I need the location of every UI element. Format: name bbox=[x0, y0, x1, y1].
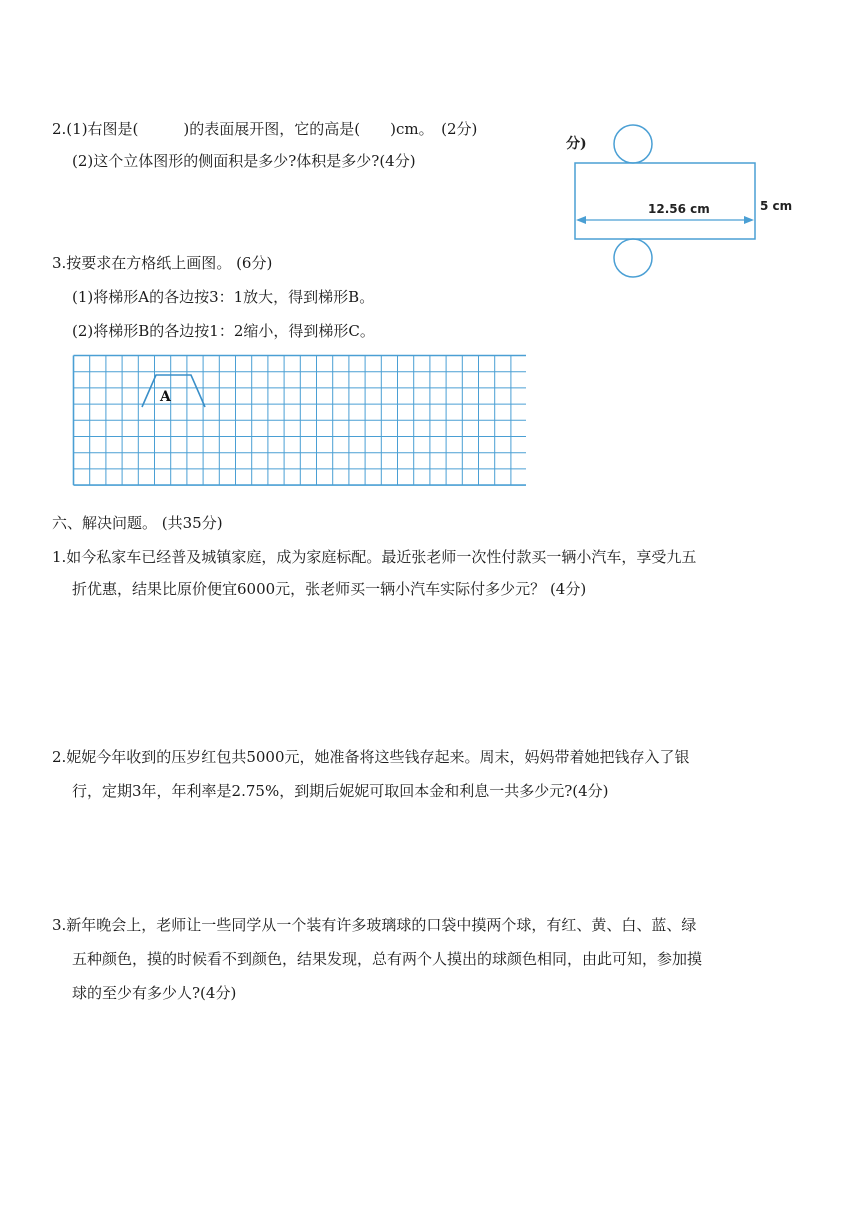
cylinder-net-figure bbox=[560, 118, 800, 288]
top-circle bbox=[614, 125, 652, 163]
trapezoid-a bbox=[142, 375, 205, 407]
bottom-circle bbox=[614, 239, 652, 277]
p2-line1: 2.妮妮今年收到的压岁红包共5000元，她准备将这些钱存起来。周末，妈妈带着她把钱存入了银 bbox=[52, 748, 690, 766]
width-arrow-right-head bbox=[744, 216, 754, 224]
p3-line2: 五种颜色，摸的时候看不到颜色，结果发现，总有两个人摸出的球颜色相同，由此可知，参加摸 bbox=[72, 950, 703, 968]
grid-lines bbox=[74, 356, 527, 486]
section6-title: 六、解决问题。 (共35分) bbox=[52, 514, 223, 532]
q2-line1: 2.(1)右图是( )的表面展开图，它的高是( )cm。 (2分) bbox=[52, 120, 478, 138]
figure-fragment-label: 分) bbox=[566, 136, 587, 152]
p3-line1: 3.新年晚会上，老师让一些同学从一个装有许多玻璃球的口袋中摸两个球，有红、黄、白、蓝、绿 bbox=[52, 916, 697, 934]
trapezoid-a-label: A bbox=[160, 389, 171, 405]
q3-line2: (1)将梯形A的各边按3：1放大，得到梯形B。 bbox=[72, 288, 375, 306]
p3-line3: 球的至少有多少人?(4分) bbox=[72, 984, 237, 1002]
q3-line3: (2)将梯形B的各边按1：2缩小，得到梯形C。 bbox=[72, 322, 375, 340]
width-label: 12.56 cm bbox=[648, 202, 710, 216]
q3-line1: 3.按要求在方格纸上画图。 (6分) bbox=[52, 254, 273, 272]
side-rectangle bbox=[575, 163, 755, 239]
p1-line2: 折优惠，结果比原价便宜6000元，张老师买一辆小汽车实际付多少元？ (4分) bbox=[72, 580, 587, 598]
height-label: 5 cm bbox=[760, 199, 793, 213]
p2-line2: 行，定期3年，年利率是2.75%，到期后妮妮可取回本金和利息一共多少元?(4分) bbox=[72, 782, 609, 800]
width-arrow-left-head bbox=[576, 216, 586, 224]
p1-line1: 1.如今私家车已经普及城镇家庭，成为家庭标配。最近张老师一次性付款买一辆小汽车，享受九五 bbox=[52, 548, 697, 566]
q2-line2: (2)这个立体图形的侧面积是多少?体积是多少?(4分) bbox=[72, 152, 416, 170]
grid-paper bbox=[70, 352, 526, 495]
